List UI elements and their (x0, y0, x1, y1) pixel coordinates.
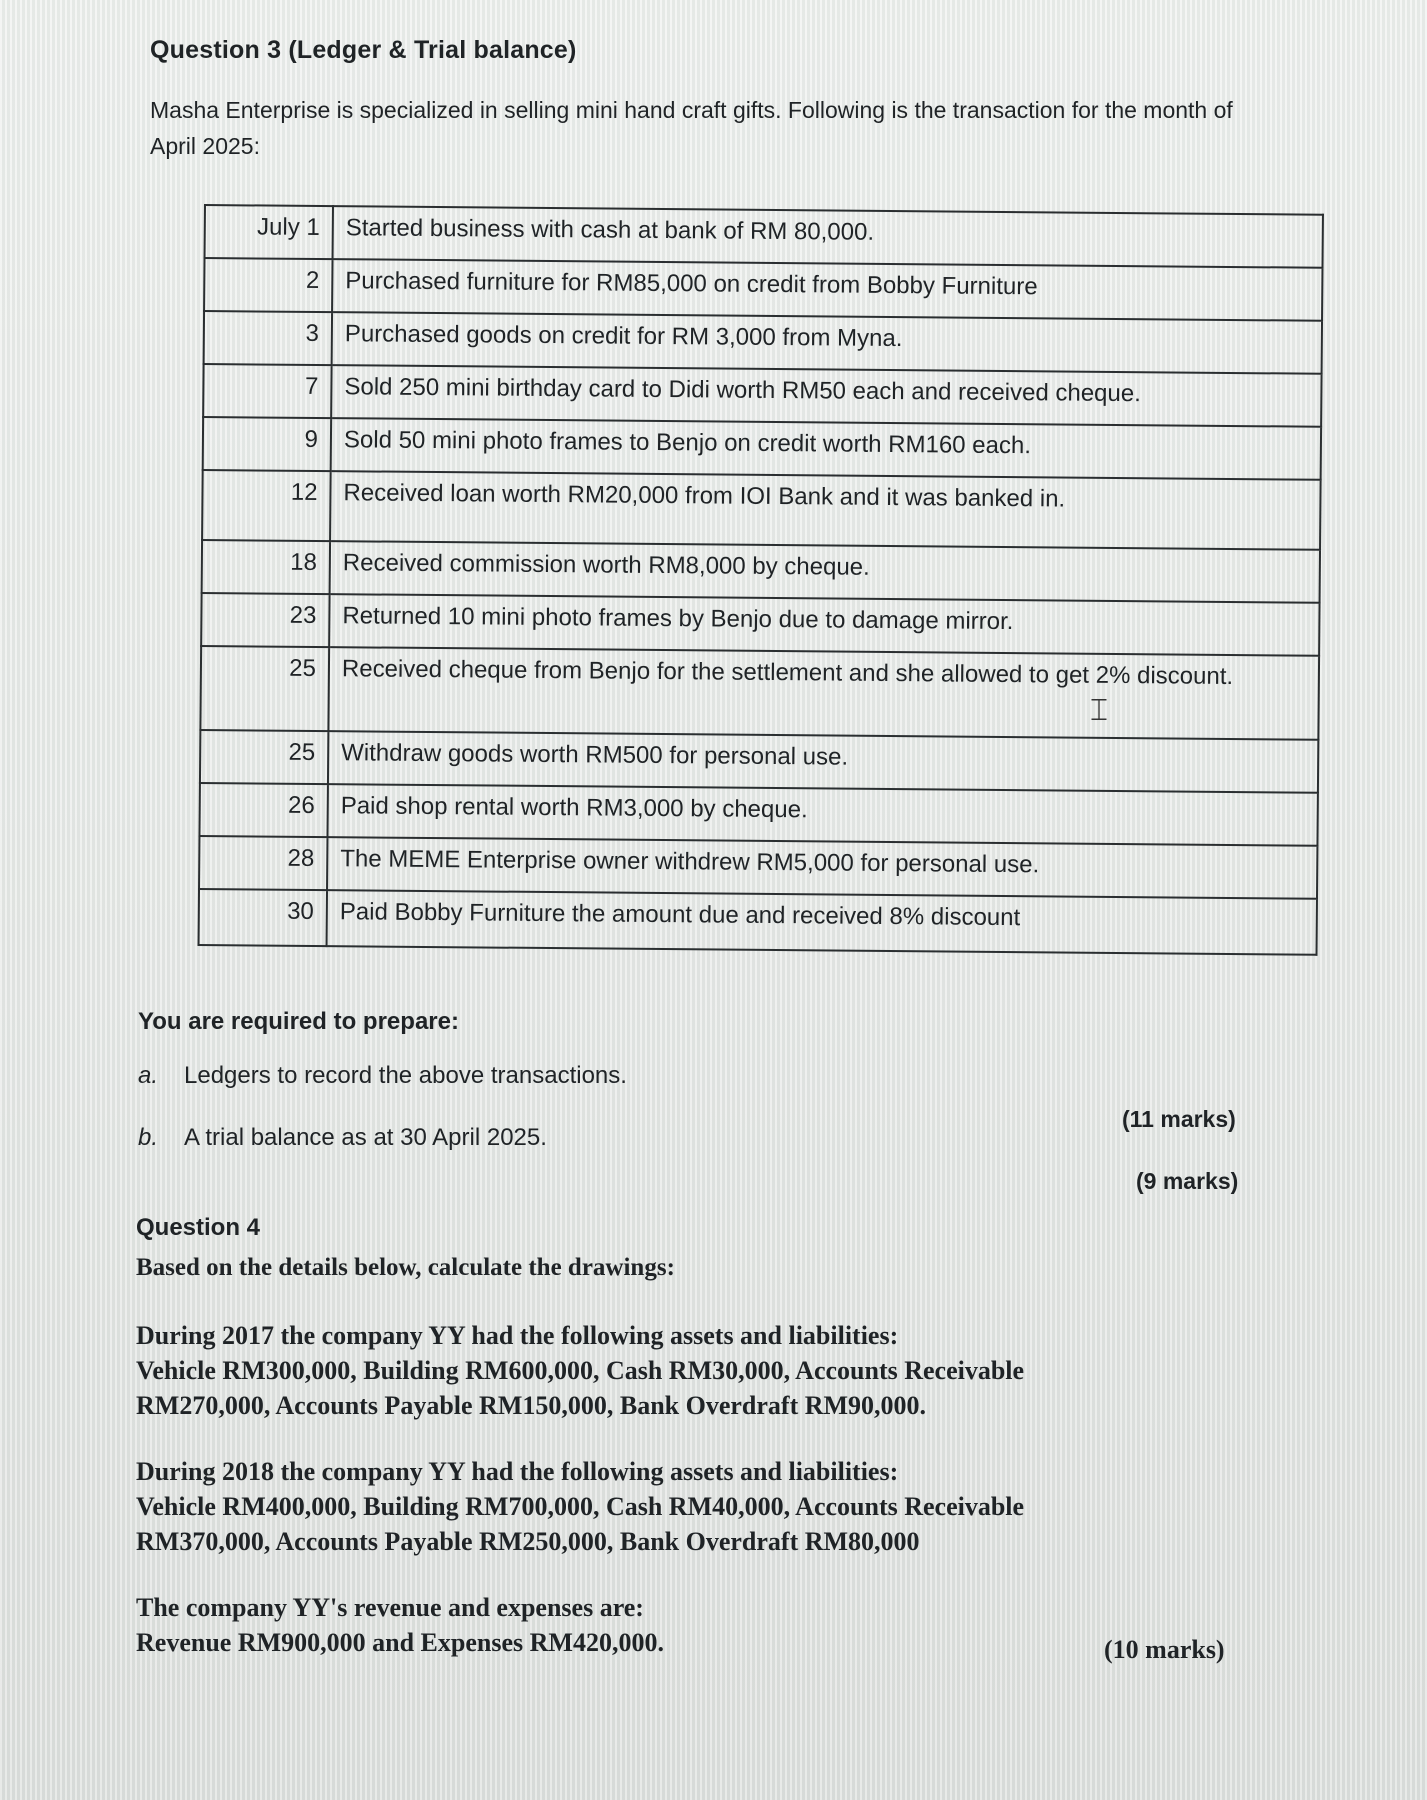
transaction-text: Sold 250 mini birthday card to Didi worth RM50 each and received cheque. (331, 365, 1321, 427)
year-2017-line-3: RM270,000, Accounts Payable RM150,000, Bank Overdraft RM90,000. (136, 1391, 927, 1420)
year-2018-line-3: RM370,000, Accounts Payable RM250,000, Bank Overdraft RM80,000 (136, 1527, 920, 1556)
table-row (202, 540, 1320, 603)
transaction-text: Started business with cash at bank of RM 80,000. (333, 206, 1323, 268)
transaction-text: Received commission worth RM8,000 by cheque. (330, 541, 1320, 603)
year-2018-line-2: Vehicle RM400,000, Building RM700,000, Cash RM40,000, Accounts Receivable (136, 1492, 1025, 1521)
table-row (201, 593, 1319, 656)
transaction-date: 7 (203, 364, 331, 418)
text-cursor-icon: ⌶ (1090, 694, 1108, 727)
year-2017-line-1: During 2017 the company YY had the following assets and liabilities: (136, 1321, 899, 1350)
question-3-title: Question 3 (Ledger & Trial balance) (150, 36, 577, 64)
transaction-date: 28 (199, 836, 327, 890)
question-3-intro: Masha Enterprise is specialized in selling mini hand craft gifts. Following is the transaction for the month of April 2025: (150, 97, 1233, 159)
transaction-text: Purchased furniture for RM85,000 on credit from Bobby Furniture (332, 259, 1322, 321)
year-2017-line-2: Vehicle RM300,000, Building RM600,000, Cash RM30,000, Accounts Receivable (136, 1356, 1025, 1385)
table-row (203, 364, 1321, 427)
table-row (199, 783, 1317, 846)
required-heading: You are required to prepare: (138, 1008, 459, 1035)
transaction-text: Paid shop rental worth RM3,000 by cheque. (327, 784, 1317, 846)
requirement-letter: a. (138, 1062, 159, 1089)
requirement-text: A trial balance as at 30 April 2025. (184, 1124, 547, 1151)
transaction-date: 9 (203, 417, 331, 471)
transaction-date: 25 (200, 646, 329, 731)
transaction-text: Received cheque from Benjo for the settlement and she allowed to get 2% discount. (328, 647, 1319, 740)
transaction-date: 12 (202, 470, 331, 541)
requirement-letter: b. (138, 1124, 159, 1151)
transaction-date: 26 (199, 783, 327, 837)
transaction-date: 23 (201, 593, 329, 647)
table-row (204, 258, 1322, 321)
table-row (200, 646, 1319, 740)
table-row (199, 889, 1317, 955)
table-row (200, 730, 1318, 793)
year-2018-line-1: During 2018 the company YY had the following assets and liabilities: (136, 1457, 899, 1486)
transaction-date: 25 (200, 730, 328, 784)
requirement-a-marks: (11 marks) (1122, 1106, 1236, 1132)
transaction-text: Received loan worth RM20,000 from IOI Bank and it was banked in. (330, 471, 1321, 550)
requirement-a (138, 1062, 627, 1090)
transactions-table (198, 204, 1324, 956)
table-row (204, 311, 1322, 374)
transaction-text: Paid Bobby Furniture the amount due and received 8% discount (327, 890, 1317, 955)
question-4-title: Question 4 (136, 1214, 261, 1241)
requirement-b-marks: (9 marks) (1136, 1168, 1239, 1194)
transaction-text: Returned 10 mini photo frames by Benjo due to damage mirror. (329, 594, 1319, 656)
revenue-line-2: Revenue RM900,000 and Expenses RM420,000. (136, 1628, 664, 1657)
question-4-instruction: Based on the details below, calculate the drawings: (136, 1254, 675, 1281)
revenue-line-1: The company YY's revenue and expenses are: (136, 1593, 644, 1622)
table-row (202, 470, 1321, 550)
transaction-text: Sold 50 mini photo frames to Benjo on credit worth RM160 each. (331, 418, 1321, 480)
transaction-date: July 1 (205, 205, 333, 259)
table-row (199, 836, 1317, 899)
table-row (205, 205, 1323, 268)
transaction-date: 30 (199, 889, 327, 946)
transaction-date: 18 (202, 540, 330, 594)
requirement-text: Ledgers to record the above transactions. (184, 1062, 627, 1089)
transaction-text: Withdraw goods worth RM500 for personal use. (328, 731, 1318, 793)
table-row (203, 417, 1321, 480)
transaction-text: Purchased goods on credit for RM 3,000 from Myna. (332, 312, 1322, 374)
question-4-marks: (10 marks) (1104, 1635, 1225, 1664)
transaction-date: 2 (204, 258, 332, 312)
requirement-b (138, 1124, 547, 1152)
transaction-date: 3 (204, 311, 332, 365)
transaction-text: The MEME Enterprise owner withdrew RM5,000 for personal use. (327, 837, 1317, 899)
